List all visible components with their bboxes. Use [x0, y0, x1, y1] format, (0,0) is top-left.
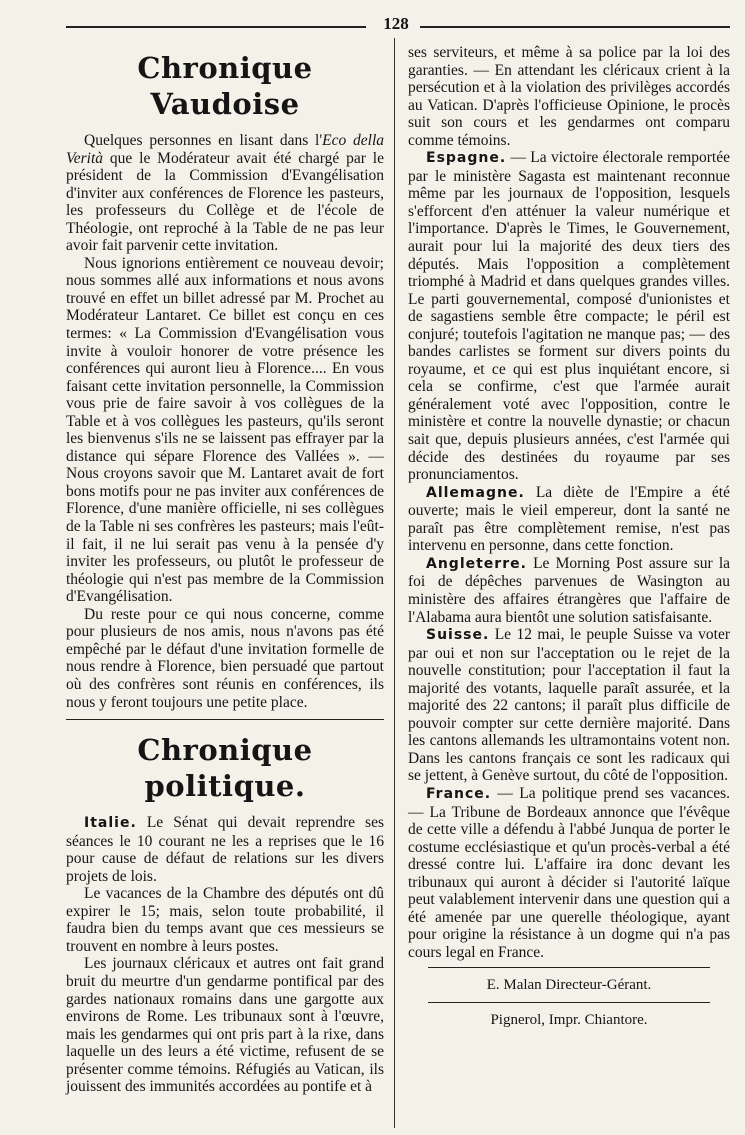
- printer-line: Pignerol, Impr. Chiantore.: [490, 1012, 648, 1029]
- signature-rule-bottom: [428, 1002, 710, 1003]
- right-column: [408, 44, 730, 1031]
- allemagne-paragraph: [408, 484, 730, 555]
- left-column: [66, 44, 384, 1096]
- p1-text-a: Quelques personnes en lisant dans l': [84, 132, 323, 149]
- paragraph-2: Nous ignorions entièrement ce nouveau devoir; nous sommes allé aux informations et nous avons trouvé en effet un billet adressé par M. Prochet au Modérateur Lantaret. Ce billet est conçu en ces termes: « La Commission d'Evangélisation vous invite à vouloir honorer de votre présence les conférences qui auront lieu à Florence.... En vous faisant cette invitation personnelle, la Commission vous prie de faire savoir à vos collègues de la Table et à vos collègues les pasteurs, qu'ils seront les bienvenus s'ils ne se laissent pas effrayer par la distance qui sépare Florence des Vallées ». — Nous croyons savoir que M. Lantaret avait de fort bons motifs pour ne pas inviter aux conférences de Florence, d'une manière officielle, ni ses collègues de la Table ni ses confrères les pasteurs; mais l'eût-il fait, il ne lui serait pas venu à la pensée d'y inviter les professeurs, ou plutôt le professeur de théologie qui n'est pas membre de la Commission d'Evangélisation.: [66, 254, 384, 606]
- italie-paragraph-2: Le vacances de la Chambre des députés ont dû expirer le 15; mais, selon toute probabilité, il faudra bien du temps avant que ces messieurs se trouvent en nombre à leurs postes.: [66, 885, 384, 955]
- angleterre-text: Le Morning Post assure sur la foi de dépêches parvenues de Wasington au ministère des affaires étrangères que l'affaire de l'Alabama aura bientôt une solution satisfaisante.: [408, 554, 730, 626]
- column-divider: [394, 38, 395, 1128]
- signature-rule-top: [428, 967, 710, 968]
- france-keyword: France.: [426, 785, 492, 802]
- france-paragraph: [408, 785, 730, 961]
- page-number: 128: [383, 14, 409, 33]
- p1-text-c: que le Modérateur avait été chargé par le président de la Commission d'Evangélisation d'inviter aux conférences de Florence les pasteurs, les professeurs du Collège et de l'école de Théologie, ont reproché à la Table de ne pas leur avoir fait parvenir cette invitation.: [66, 149, 384, 255]
- allemagne-text: La diète de l'Empire a été ouverte; mais le vieil empereur, dont la santé ne paraît pas être complètement remise, n'est pas intervenu en personne, dans cette fonction.: [408, 483, 730, 555]
- header-rule-left: [66, 26, 366, 28]
- signature: E. Malan Directeur-Gérant.: [486, 977, 652, 994]
- espagne-keyword: Espagne.: [426, 150, 507, 167]
- angleterre-keyword: Angleterre.: [426, 555, 527, 572]
- paragraph-1: [66, 132, 384, 255]
- header-rule-right: [420, 26, 730, 28]
- suisse-keyword: Suisse.: [426, 627, 490, 644]
- heading-chronique-politique: Chronique politique.: [137, 733, 313, 804]
- continuation-paragraph: ses serviteurs, et même à sa police par la loi des garanties. — En attendant les cléricaux crient à la persécution et à la violation des privilèges accordés au Vatican. D'après l'officieuse Opinione, le procès suit son cours et les gendarmes ont comparu comme témoins.: [408, 44, 730, 149]
- espagne-paragraph: [408, 149, 730, 483]
- p1-italic: Eco della Verità: [66, 132, 385, 167]
- france-text: — La politique prend ses vacances. — La Tribune de Bordeaux annonce que l'évêque de cette ville a défendu à l'abbé Junqua de porter le costume ecclésiastique et qu'un procès-verbal a été dressé contre lui. L'affaire ira donc devant les tribunaux qui auront à décider si l'autorité laïque peut valablement intervenir dans une question qui a été amenée par une querelle théologique, ayant pour origine la résistance à un dogme qui n'a pas cours legal en France.: [408, 784, 730, 961]
- italie-paragraph-3: Les journaux cléricaux et autres ont fait grand bruit du meurtre d'un gendarme pontifical par des gardes nationaux romains dans une gargotte aux environs de Rome. Les tribunaux sont à l'œuvre, mais les gendarmes qui ont pris part à la rixe, dans laquelle un des leurs a été victime, refusent de se présenter comme témoins. Réfugiés au Vatican, ils jouissent des immunités accordées au pontife et à: [66, 955, 384, 1096]
- italie-paragraph: [66, 814, 384, 885]
- espagne-text: — La victoire électorale remportée par le ministère Sagasta est maintenant reconnue même par les journaux de l'opposition, lesquels s'efforcent d'en atténuer la valeur numérique et l'importance. D'après le Times, le Gouvernement, aurait pour lui la majorité des deux tiers des députés. Mais l'opposition a complètement triomphé à Madrid et dans quelques grandes villes. Le parti gouvernemental, composé d'unionistes et de sagastiens semble être compacte; le péril est conjuré; toutefois l'agitation ne manque pas; — des bandes carlistes se forment sur divers points du royaume, et ce qui est plus inquiétant encore, si cela se confirme, c'est que l'armée aurait généralement voté avec l'opposition, contre le ministère et contre la nouvelle dynastie; or chacun sait que, depuis plusieurs années, c'est l'armée qui décide des destinées du royaume par ses pronunciamentos.: [408, 149, 730, 484]
- suisse-text: Le 12 mai, le peuple Suisse va voter par oui et non sur l'acceptation ou le rejet de la nouvelle constitution; pour l'acceptation il faut la majorité des votants, laquelle paraît assurée, et la majorité des 22 cantons; il paraît plus difficile de pouvoir compter sur cette dernière majorité. Dans les cantons allemands les ultramontains votent non. Dans les cantons français ce sont les radicaux qui se jettent, à Genève surtout, du côté de l'opposition.: [408, 626, 730, 785]
- angleterre-paragraph: [408, 555, 730, 626]
- paragraph-3: Du reste pour ce qui nous concerne, comme pour plusieurs de nos amis, nous n'avons pas été empêché par le défaut d'une invitation formelle de nous rendre à Florence, bien persuadé que partout où des confrères sont réunis en conférences, ils nous y feront toujours une petite place.: [66, 605, 384, 711]
- suisse-paragraph: [408, 626, 730, 785]
- section-rule: [66, 719, 384, 720]
- italie-keyword: Italie.: [84, 815, 137, 832]
- heading-chronique-vaudoise: Chronique Vaudoise: [137, 51, 313, 121]
- allemagne-keyword: Allemagne.: [426, 484, 525, 501]
- italie-text: Le Sénat qui devait reprendre ses séances le 10 courant ne les a reprises que le 16 pour cause de défaut de relations sur les divers projets de lois.: [66, 814, 384, 885]
